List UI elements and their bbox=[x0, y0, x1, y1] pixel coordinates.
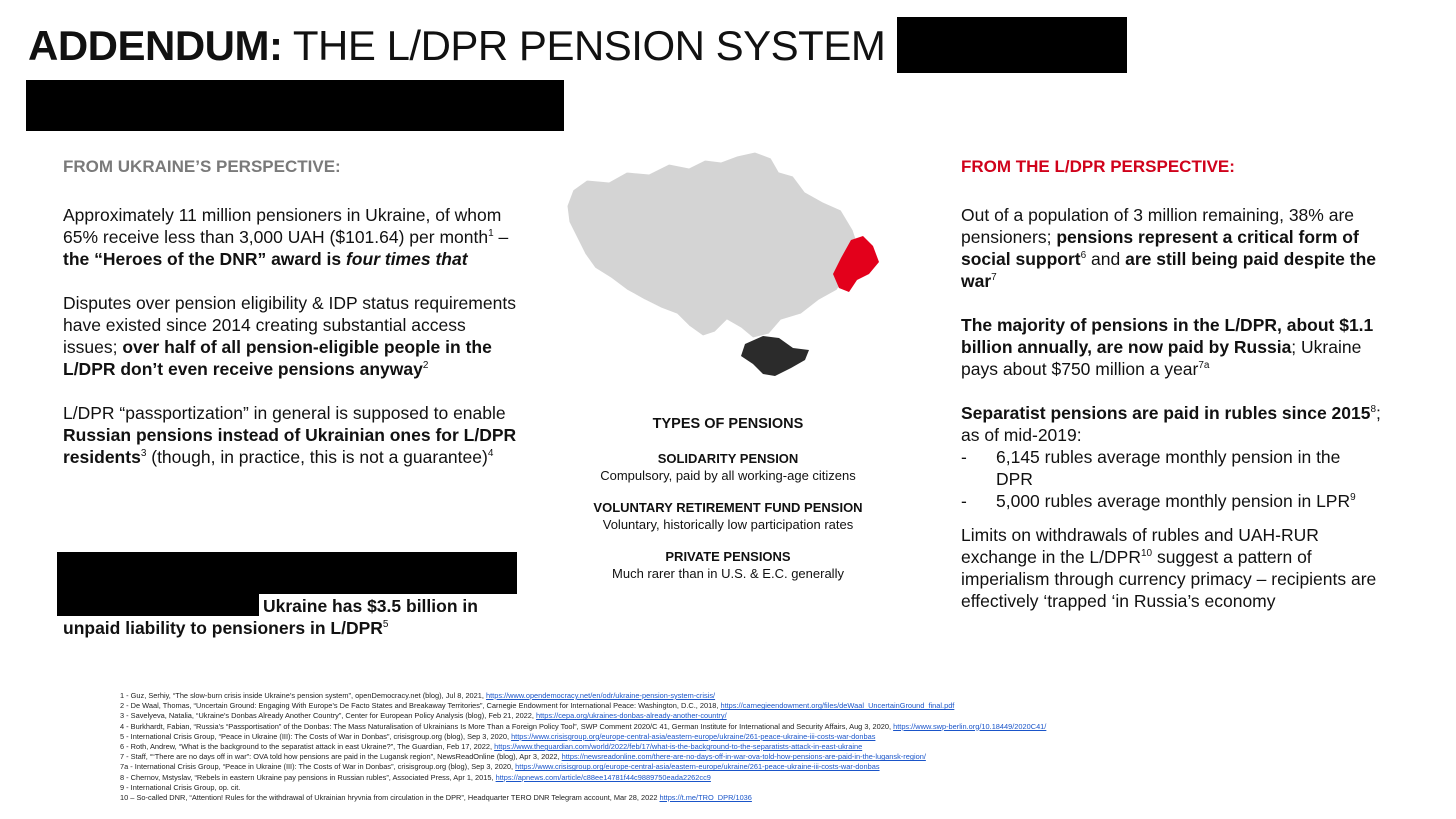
reference-link[interactable]: https://www.crisisgroup.org/europe-central-asia/eastern-europe/ukraine/261-peace-ukraine-iii-costs-war-donbas bbox=[515, 762, 880, 772]
reference-text: 10 – So-called DNR, “Attention! Rules for the withdrawal of Ukrainian hryvnia from circulation in the DPR”, Headquarter TERO DNR Telegram account, Mar 28, 2022 bbox=[120, 793, 660, 803]
footnote-ref: 3 bbox=[140, 448, 147, 460]
title-bold: ADDENDUM: bbox=[28, 22, 283, 69]
left-paragraph-3 bbox=[63, 402, 523, 468]
ukraine-map bbox=[565, 150, 885, 382]
reference-text: 1 - Guz, Serhiy, “The slow-burn crisis inside Ukraine’s pension system”, openDemocracy.net (blog), Jul 8, 2021, bbox=[120, 691, 486, 700]
types-of-pensions bbox=[580, 416, 876, 597]
redaction-bar-left-1 bbox=[57, 552, 517, 594]
footnote-ref: 5 bbox=[382, 619, 389, 631]
reference-text: 9 - International Crisis Group, op. cit. bbox=[120, 782, 241, 792]
left-p4-bold: Ukraine has $3.5 billion in unpaid liability to pensioners in L/DPR bbox=[63, 596, 478, 638]
right-p3-bold: Separatist pensions are paid in rubles since 2015 bbox=[961, 403, 1371, 423]
pension-type-item bbox=[580, 450, 876, 484]
left-p3-text: L/DPR “passportization” in general is supposed to enable bbox=[63, 403, 506, 423]
reference-link[interactable]: https://www.crisisgroup.org/europe-central-asia/eastern-europe/ukraine/261-peace-ukraine-iii-costs-war-donbas bbox=[511, 731, 876, 741]
bullet-text: 5,000 rubles average monthly pension in LPR bbox=[996, 491, 1351, 511]
pension-type-item bbox=[580, 499, 876, 533]
pension-type-item bbox=[580, 548, 876, 582]
right-p4-text-2: suggest a pattern of imperialism through currency primacy – recipients are effectively ‘trapped ‘in Russia’s economy bbox=[961, 547, 1377, 611]
footnote-ref: 8 bbox=[1370, 404, 1377, 416]
reference-link[interactable]: https://carnegieendowment.org/files/deWaal_UncertainGround_final.pdf bbox=[720, 701, 955, 711]
reference-text: 7a - International Crisis Group, “Peace in Ukraine (III): The Costs of War in Donbas”, crisisgroup.org (blog), Sep 3, 2020, bbox=[120, 762, 516, 772]
reference-item bbox=[120, 773, 1360, 783]
footnote-ref: 7 bbox=[991, 272, 997, 284]
footnote-ref: 1 bbox=[488, 228, 494, 240]
list-item bbox=[961, 446, 1381, 490]
right-p3-text: ; as of mid-2019: bbox=[961, 403, 1381, 445]
types-heading: TYPES OF PENSIONS bbox=[652, 416, 804, 432]
left-p1-italic: four times that bbox=[345, 249, 468, 269]
reference-item bbox=[120, 793, 1360, 803]
left-p1-text: Approximately 11 million pensioners in Ukraine, of whom 65% receive less than 3,000 UAH ($101.64) per month bbox=[63, 205, 502, 247]
ukraine-territory bbox=[567, 152, 861, 338]
reference-text: 7 - Staff, ““There are no days off in war”: OVA told how pensions are paid in the Lugansk region”, NewsReadOnline (blog), Apr 3, 2022, bbox=[120, 752, 562, 762]
pension-type-desc: Compulsory, paid by all working-age citizens bbox=[600, 468, 856, 483]
pension-type-name: PRIVATE PENSIONS bbox=[665, 549, 791, 564]
left-paragraph-2 bbox=[63, 292, 523, 380]
reference-link[interactable]: https://www.swp-berlin.org/10.18449/2020C41/ bbox=[893, 721, 1047, 731]
left-p1-dash: – bbox=[493, 227, 509, 247]
reference-text: 5 - International Crisis Group, “Peace in Ukraine (III): The Costs of War in Donbas”, crisisgroup.org (blog), Sep 3, 2020, bbox=[120, 731, 512, 741]
pension-type-name: VOLUNTARY RETIREMENT FUND PENSION bbox=[593, 500, 863, 515]
pension-type-desc: Much rarer than in U.S. & E.C. generally bbox=[612, 566, 844, 581]
left-p2-text: Disputes over pension eligibility & IDP status requirements have existed since 2014 creating substantial access issues; bbox=[63, 293, 516, 357]
right-p2-bold: The majority of pensions in the L/DPR, about $1.1 billion annually, are now paid by Russia bbox=[961, 315, 1374, 357]
redaction-bar-title bbox=[897, 17, 1127, 73]
reference-link[interactable]: https://cepa.org/ukraines-donbas-already-another-country/ bbox=[536, 711, 727, 721]
reference-item bbox=[120, 762, 1360, 772]
reference-item bbox=[120, 701, 1360, 711]
right-paragraph-3 bbox=[961, 402, 1381, 446]
bullet-text: 6,145 rubles average monthly pension in the DPR bbox=[996, 447, 1341, 489]
left-paragraph-4 bbox=[63, 595, 523, 639]
reference-item bbox=[120, 711, 1360, 721]
bullet-dash: - bbox=[961, 447, 967, 467]
ldpr-perspective-column bbox=[961, 156, 1381, 634]
reference-link[interactable]: https://newsreadonline.com/there-are-no-days-off-in-war-ova-told-how-pensions-are-paid-in-the-lugansk-region/ bbox=[561, 752, 926, 762]
right-paragraph-4 bbox=[961, 524, 1381, 612]
reference-text: 3 - Savelyeva, Natalia, “Ukraine’s Donbas Already Another Country”, Center for European Policy Analysis (blog), Feb 21, 2022, bbox=[120, 711, 537, 721]
left-p3-bold: Russian pensions instead of Ukrainian ones for L/DPR residents bbox=[63, 425, 517, 467]
pension-type-desc: Voluntary, historically low participation rates bbox=[602, 517, 854, 532]
reference-text: 4 - Burkhardt, Fabian, “Russia’s “Passportisation” of the Donbas: The Mass Naturalisation of Ukrainians Is More Than a Foreign Policy Tool”, SWP Comment 2020/C 41, German Institute for International and Security Affairs, Aug 3, 2020, bbox=[120, 721, 894, 731]
ldpr-perspective-heading: FROM THE L/DPR PERSPECTIVE: bbox=[961, 157, 1235, 176]
reference-text: 8 - Chernov, Mstyslav, “Rebels in eastern Ukraine pay pensions in Russian rubles”, Associated Press, Apr 1, 2015, bbox=[120, 772, 496, 782]
reference-item bbox=[120, 783, 1360, 793]
reference-item bbox=[120, 742, 1360, 752]
redaction-bar-subtitle bbox=[26, 80, 564, 131]
reference-item bbox=[120, 691, 1360, 701]
ukraine-perspective-column bbox=[63, 156, 523, 490]
crimea-territory bbox=[741, 336, 809, 376]
pension-type-name: SOLIDARITY PENSION bbox=[657, 451, 799, 466]
left-p2-bold: over half of all pension-eligible people in the L/DPR don’t even receive pensions anyway bbox=[63, 337, 492, 379]
right-p1-bold: pensions represent a critical form of social support bbox=[961, 227, 1359, 269]
left-p3-text-2: (though, in practice, this is not a guarantee) bbox=[146, 447, 488, 467]
right-p1-text: Out of a population of 3 million remaining, 38% are pensioners; bbox=[961, 205, 1355, 247]
footnote-ref: 7a bbox=[1198, 360, 1210, 372]
right-p1-and: and bbox=[1086, 249, 1126, 269]
list-item bbox=[961, 490, 1381, 512]
title-rest: THE L/DPR PENSION SYSTEM bbox=[282, 22, 886, 69]
footnote-ref: 2 bbox=[422, 360, 429, 372]
right-p1-bold-2: are still being paid despite the war bbox=[961, 249, 1376, 291]
left-paragraph-1 bbox=[63, 204, 523, 270]
footnote-ref: 10 bbox=[1140, 548, 1153, 560]
reference-text: 6 - Roth, Andrew, “What is the background to the separatist attack in east Ukraine?”, The Guardian, Feb 17, 2022, bbox=[120, 742, 495, 752]
right-paragraph-1 bbox=[961, 204, 1381, 292]
reference-text: 2 - De Waal, Thomas, “Uncertain Ground: Engaging With Europe’s De Facto States and Breakaway Territories”, Carnegie Endowment for International Peace: Washington, D.C., 2018, bbox=[120, 701, 721, 711]
reference-link[interactable]: https://www.opendemocracy.net/en/odr/ukraine-pension-system-crisis/ bbox=[486, 691, 716, 700]
page-title bbox=[28, 20, 885, 72]
reference-link[interactable]: https://t.me/TRO_DPR/1036 bbox=[659, 793, 752, 803]
right-p2-text: ; Ukraine pays about $750 million a year bbox=[961, 337, 1362, 379]
references-list bbox=[120, 691, 1360, 803]
reference-link[interactable]: https://apnews.com/article/c88ee14781f44c9889750eada2262cc9 bbox=[495, 772, 711, 782]
reference-item bbox=[120, 732, 1360, 742]
footnote-ref: 4 bbox=[487, 448, 494, 460]
reference-link[interactable]: https://www.theguardian.com/world/2022/feb/17/what-is-the-background-to-the-separatists-attack-in-east-ukraine bbox=[494, 742, 863, 752]
left-p1-bold: the “Heroes of the DNR” award is bbox=[63, 249, 346, 269]
reference-item bbox=[120, 752, 1360, 762]
right-p4-text: Limits on withdrawals of rubles and UAH-RUR exchange in the L/DPR bbox=[961, 525, 1319, 567]
right-paragraph-2 bbox=[961, 314, 1381, 380]
bullet-dash: - bbox=[961, 491, 967, 511]
reference-item bbox=[120, 722, 1360, 732]
footnote-ref: 9 bbox=[1350, 492, 1356, 504]
ukraine-perspective-heading: FROM UKRAINE’S PERSPECTIVE: bbox=[63, 157, 341, 176]
footnote-ref: 6 bbox=[1080, 250, 1087, 262]
